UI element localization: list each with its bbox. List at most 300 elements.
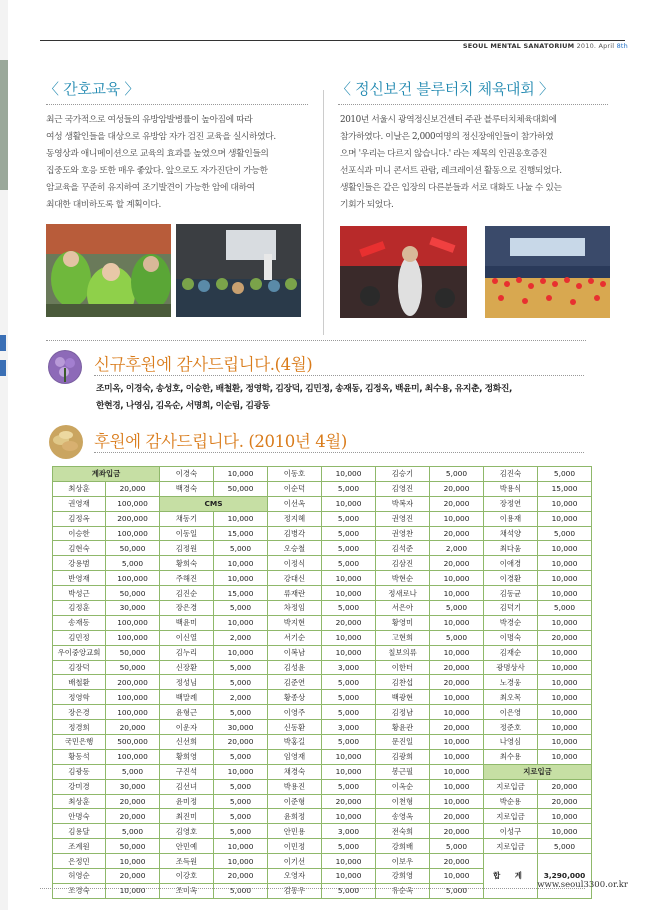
- donor-name: 이강호: [160, 869, 214, 884]
- donation-amount: 10,000: [538, 511, 592, 526]
- donation-amount: 이경숙: [160, 467, 214, 482]
- donor-name: 조미옥: [160, 883, 214, 898]
- nursing-line: 여성 생활인들을 대상으로 유방암 자가 검진 교육을 실시하였다.: [46, 132, 276, 142]
- nursing-line: 암교육을 꾸준히 유지하여 조기발견이 가능한 암에 대하여: [46, 183, 255, 193]
- donor-name: 이천형: [376, 794, 430, 809]
- donation-amount: 200,000: [106, 511, 160, 526]
- donation-amount: 5,000: [214, 794, 268, 809]
- donor-name: 박현순: [376, 571, 430, 586]
- donation-amount: 5,000: [214, 824, 268, 839]
- donor-name: 황동석: [53, 749, 106, 764]
- coins-icon: [48, 424, 84, 460]
- sports-line: 선포식과 미니 콘서트 관람, 레크레이션 활동으로 진행되었다.: [340, 166, 562, 176]
- publication-name: SEOUL MENTAL SANATORIUM: [462, 42, 575, 50]
- sports-divider: [338, 104, 608, 105]
- table-group-header: CMS: [160, 496, 268, 511]
- donation-amount: 5,000: [214, 541, 268, 556]
- donor-name: 백경숙: [160, 481, 214, 496]
- donation-amount: 10,000: [430, 779, 484, 794]
- donor-name: 김민정: [53, 630, 106, 645]
- donation-amount: 5,000: [322, 735, 376, 750]
- donation-amount: 10,000: [430, 794, 484, 809]
- donation-amount: 5,000: [214, 749, 268, 764]
- donation-amount: 100,000: [106, 496, 160, 511]
- donation-amount: 50,000: [106, 541, 160, 556]
- adjacent-page-tab: [0, 335, 6, 351]
- donation-amount: 10,000: [430, 615, 484, 630]
- donation-amount: 5,000: [538, 601, 592, 616]
- donor-name: 차정임: [268, 601, 322, 616]
- donation-amount: 10,000: [430, 571, 484, 586]
- sports-photo-1: [340, 226, 467, 318]
- donor-name: 이용재: [484, 511, 538, 526]
- nursing-section-title: 〈 간호교육 〉: [44, 80, 140, 98]
- table-row: [53, 586, 592, 601]
- donor-name: 정준호: [484, 720, 538, 735]
- donor-name: 노경웅: [484, 675, 538, 690]
- donor-name: 강희영: [376, 869, 430, 884]
- donation-amount: 5,000: [430, 839, 484, 854]
- table-row: [53, 615, 592, 630]
- sports-line: 2010년 서울시 광역정신보건센터 주관 블루터치체육대회에: [340, 115, 557, 125]
- donor-name: 이동일: [160, 526, 214, 541]
- donor-name: 백윤미: [160, 615, 214, 630]
- nursing-line: 동영상과 애니메이션으로 교육의 효과를 높였으며 생활인들의: [46, 149, 269, 159]
- left-page-edge: [0, 0, 8, 910]
- donation-amount: 10,000: [538, 705, 592, 720]
- donation-amount: 100,000: [106, 630, 160, 645]
- donor-name: 강미경: [53, 779, 106, 794]
- table-group-header: 지로입금: [484, 764, 592, 779]
- nursing-photo-2: [176, 224, 301, 317]
- donation-amount: 10,000: [214, 556, 268, 571]
- donation-amount: 100,000: [106, 705, 160, 720]
- donation-amount: 20,000: [430, 824, 484, 839]
- donation-amount: 10,000: [430, 511, 484, 526]
- donor-name: 서은아: [376, 601, 430, 616]
- donation-amount: 10,000: [214, 839, 268, 854]
- donation-table: [52, 466, 592, 899]
- donor-name: 김정남: [376, 705, 430, 720]
- donation-amount: 10,000: [538, 824, 592, 839]
- donation-amount: 10,000: [214, 615, 268, 630]
- donor-name: 이준형: [268, 794, 322, 809]
- donor-name: 송재동: [53, 615, 106, 630]
- donation-amount: 20,000: [430, 854, 484, 869]
- donation-amount: 5,000: [322, 690, 376, 705]
- table-row: [53, 809, 592, 824]
- footer-url: www.seoul3300.or.kr: [537, 880, 628, 890]
- adjacent-page-photo: [0, 60, 8, 190]
- donor-name: 김영진: [376, 481, 430, 496]
- donation-amount: 20,000: [106, 481, 160, 496]
- donor-name: 김광동: [53, 764, 106, 779]
- donation-amount: 5,000: [214, 705, 268, 720]
- table-row: [53, 541, 592, 556]
- donor-name: 류재란: [268, 586, 322, 601]
- donor-name: 강희배: [376, 839, 430, 854]
- donation-amount: 20,000: [430, 556, 484, 571]
- donor-name: 20,000: [430, 496, 484, 511]
- table-row: [53, 794, 592, 809]
- donation-amount: 10,000: [430, 764, 484, 779]
- donation-amount: 10,000: [322, 764, 376, 779]
- donation-amount: 50,000: [214, 481, 268, 496]
- donor-name: 지로입금: [484, 809, 538, 824]
- donation-amount: 10,000: [538, 660, 592, 675]
- page-number: 8th: [616, 42, 628, 50]
- donor-name: 지로입금: [484, 839, 538, 854]
- sports-line: 으며 '우리는 다르지 않습니다.' 라는 제목의 인권옹호증진: [340, 149, 548, 159]
- donation-amount: 50,000: [106, 586, 160, 601]
- donation-amount: 10,000: [538, 675, 592, 690]
- donor-name: 우이중앙교회: [53, 645, 106, 660]
- donation-amount: 100,000: [106, 526, 160, 541]
- donation-amount: 3,000: [322, 660, 376, 675]
- donation-amount: 10,000: [538, 556, 592, 571]
- donor-name: 권영진: [376, 511, 430, 526]
- table-row: [53, 854, 592, 869]
- donor-name: 정영학: [53, 690, 106, 705]
- donor-name: 김정원: [160, 541, 214, 556]
- donation-amount: 10,000: [430, 735, 484, 750]
- donation-amount: 20,000: [322, 794, 376, 809]
- donation-amount: 10,000: [214, 764, 268, 779]
- donor-name: 김석준: [376, 541, 430, 556]
- donor-name: 최진미: [160, 809, 214, 824]
- donation-amount: 10,000: [538, 541, 592, 556]
- donor-name: 이신열: [160, 630, 214, 645]
- donor-name: 10,000: [322, 496, 376, 511]
- sports-line: 참가하였다. 이날은 2,000여명의 정신장애인들이 참가하였: [340, 132, 554, 142]
- donor-name: 오영자: [268, 869, 322, 884]
- donor-name: 반영재: [53, 571, 106, 586]
- donation-amount: 5,000: [214, 675, 268, 690]
- donor-name: 신선희: [160, 735, 214, 750]
- donation-amount: 10,000: [322, 571, 376, 586]
- nursing-photo-1: [46, 224, 171, 317]
- donation-amount: 50,000: [106, 645, 160, 660]
- donor-name: 윤희정: [268, 809, 322, 824]
- donor-name: 김준연: [268, 675, 322, 690]
- donor-name: 이명숙: [484, 630, 538, 645]
- donor-name: 이기선: [268, 854, 322, 869]
- table-row: [53, 779, 592, 794]
- donation-amount: 5,000: [106, 824, 160, 839]
- donation-amount: 100,000: [106, 571, 160, 586]
- nursing-divider: [46, 104, 308, 105]
- nursing-line: 최대한 대비하도록 할 계획이다.: [46, 200, 161, 210]
- donor-name: 5,000: [430, 467, 484, 482]
- donor-name: 구진석: [160, 764, 214, 779]
- donation-amount: 10,000: [430, 749, 484, 764]
- donation-amount: 15,000: [214, 586, 268, 601]
- donation-amount: 10,000: [214, 854, 268, 869]
- donation-amount: 20,000: [106, 869, 160, 884]
- donation-amount: 3,000: [322, 824, 376, 839]
- donation-amount: 10,000: [214, 645, 268, 660]
- table-row: [53, 601, 592, 616]
- donation-amount: 2,000: [430, 541, 484, 556]
- donation-amount: 10,000: [538, 749, 592, 764]
- donor-name: 권영재: [53, 496, 106, 511]
- violet-flower-icon: [48, 350, 82, 384]
- donation-amount: 20,000: [214, 735, 268, 750]
- donation-amount: 100,000: [106, 749, 160, 764]
- donation-amount: 5,000: [538, 526, 592, 541]
- sports-body: [340, 112, 615, 214]
- donor-name: 윤형근: [160, 705, 214, 720]
- donation-amount: 3,000: [322, 720, 376, 735]
- donor-name: 채석양: [484, 526, 538, 541]
- donor-name: 안명숙: [53, 809, 106, 824]
- donation-amount: 100,000: [106, 615, 160, 630]
- table-row: [53, 705, 592, 720]
- donation-amount: 20,000: [538, 630, 592, 645]
- page-header: [463, 42, 628, 50]
- donation-amount: 20,000: [430, 660, 484, 675]
- donation-amount: 이동호: [268, 467, 322, 482]
- donation-amount: 5,000: [430, 601, 484, 616]
- sports-photo-2: [485, 226, 610, 318]
- donor-name: 권영찬: [376, 526, 430, 541]
- donation-amount: 5,000: [322, 556, 376, 571]
- donor-name: 지로입금: [484, 779, 538, 794]
- donor-name: 5,000: [538, 467, 592, 482]
- issue-date: 2010. April: [576, 42, 615, 50]
- donation-amount: 10,000: [322, 854, 376, 869]
- adjacent-page-tab: [0, 360, 6, 376]
- donor-name: 나영심: [484, 735, 538, 750]
- table-row: [53, 630, 592, 645]
- donation-amount: 10,000: [538, 690, 592, 705]
- donor-name: 박지현: [268, 615, 322, 630]
- header-rule: [40, 40, 625, 41]
- donor-name: 임영재: [268, 749, 322, 764]
- donor-name: 박경순: [484, 615, 538, 630]
- donor-name: 이순덕: [268, 481, 322, 496]
- donation-amount: 10,000: [322, 630, 376, 645]
- donation-amount: 10,000: [106, 854, 160, 869]
- donor-name: 유순옥: [376, 883, 430, 898]
- donation-amount: 20,000: [430, 675, 484, 690]
- table-row: [53, 645, 592, 660]
- donor-name: 박용진: [268, 779, 322, 794]
- donor-name: 이정식: [268, 556, 322, 571]
- table-row: [53, 496, 592, 511]
- donor-name: 서기순: [268, 630, 322, 645]
- donor-name: 정새로나: [376, 586, 430, 601]
- table-row: [53, 675, 592, 690]
- donation-amount: 20,000: [106, 794, 160, 809]
- nursing-body: [46, 112, 316, 214]
- table-row: [53, 467, 592, 482]
- table-row: [53, 556, 592, 571]
- donation-amount: 5,000: [106, 556, 160, 571]
- donation-amount: 5,000: [322, 541, 376, 556]
- donor-name: 주해진: [160, 571, 214, 586]
- donation-amount: 5,000: [322, 779, 376, 794]
- nursing-line: 집중도와 호응 또한 매우 좋았다. 앞으로도 자가진단이 가능한: [46, 166, 268, 176]
- donor-name: 박순용: [484, 794, 538, 809]
- donor-name: 문진일: [376, 735, 430, 750]
- donation-amount: 20,000: [106, 809, 160, 824]
- donor-name: 이애경: [484, 556, 538, 571]
- donation-amount: 5,000: [322, 526, 376, 541]
- donation-amount: 200,000: [106, 675, 160, 690]
- donation-amount: 5,000: [430, 883, 484, 898]
- donor-name: 김누리: [160, 645, 214, 660]
- table-row: [53, 526, 592, 541]
- donor-name: 김병각: [268, 526, 322, 541]
- donor-name: 전숙희: [376, 824, 430, 839]
- donation-amount: 10,000: [538, 571, 592, 586]
- donor-name: 이보우: [376, 854, 430, 869]
- donation-amount: 10,000: [322, 586, 376, 601]
- donor-name: 이경환: [484, 571, 538, 586]
- table-row: [53, 511, 592, 526]
- donor-name: 김덕기: [484, 601, 538, 616]
- donation-amount: 5,000: [214, 809, 268, 824]
- donor-name: 장은경: [160, 601, 214, 616]
- donation-amount: 50,000: [106, 839, 160, 854]
- donor-name: 황희영: [160, 749, 214, 764]
- donor-name: 신장환: [160, 660, 214, 675]
- donation-amount: 김승기: [376, 467, 430, 482]
- donation-amount: 30,000: [106, 601, 160, 616]
- total-value: 3,290,000: [538, 854, 592, 899]
- donation-amount: 500,000: [106, 735, 160, 750]
- donor-name: 장은경: [53, 705, 106, 720]
- donation-amount: 10,000: [538, 735, 592, 750]
- donor-name: 황종상: [268, 690, 322, 705]
- donation-amount: 20,000: [430, 481, 484, 496]
- donor-name: 박성근: [53, 586, 106, 601]
- donation-amount: 10,000: [214, 511, 268, 526]
- table-row: [53, 690, 592, 705]
- donation-amount: 5,000: [214, 779, 268, 794]
- donation-amount: 2,000: [214, 630, 268, 645]
- donor-name: 정경희: [53, 720, 106, 735]
- donor-name: 배철환: [53, 675, 106, 690]
- donor-name: 조득원: [160, 854, 214, 869]
- donation-amount: 20,000: [106, 720, 160, 735]
- donor-name: 윤미정: [160, 794, 214, 809]
- donor-name: 채경숙: [268, 764, 322, 779]
- donation-amount: 10,000: [430, 586, 484, 601]
- donor-name: 이옥순: [376, 779, 430, 794]
- donation-amount: 20,000: [322, 615, 376, 630]
- donor-name: 최오목: [484, 690, 538, 705]
- section-divider: [46, 340, 586, 341]
- donation-amount: 김진숙: [484, 467, 538, 482]
- donation-amount: 5,000: [538, 839, 592, 854]
- column-divider: [323, 90, 324, 335]
- donor-name: 송영옥: [376, 809, 430, 824]
- donor-name: 봉근필: [376, 764, 430, 779]
- donor-name: 이운자: [160, 720, 214, 735]
- donor-name: 이영주: [268, 705, 322, 720]
- donor-name: 허영순: [53, 869, 106, 884]
- donor-name: 김삼진: [376, 556, 430, 571]
- donation-amount: 20,000: [430, 526, 484, 541]
- table-group-header: 계좌입금: [53, 467, 160, 482]
- table-row: [53, 824, 592, 839]
- donor-name: 김현숙: [53, 541, 106, 556]
- donor-name: 김광희: [376, 749, 430, 764]
- donation-amount: 10,000: [430, 690, 484, 705]
- donor-name: 이승한: [53, 526, 106, 541]
- donor-name: 최상훈: [53, 794, 106, 809]
- new-donors-line: 한현경, 나영심, 김옥순, 서명희, 이순림, 김광동: [96, 401, 270, 411]
- donation-amount: 장정연: [484, 496, 538, 511]
- donation-amount: 15,000: [214, 526, 268, 541]
- donation-amount: 5,000: [322, 601, 376, 616]
- donation-amount: 20,000: [214, 869, 268, 884]
- donation-amount: 30,000: [106, 779, 160, 794]
- donor-name: 신동환: [268, 720, 322, 735]
- donor-name: 김정훈: [53, 601, 106, 616]
- donation-amount: 2,000: [214, 690, 268, 705]
- donor-name: 오승철: [268, 541, 322, 556]
- donor-name: 은정민: [53, 854, 106, 869]
- nursing-line: 최근 국가적으로 여성들의 유방암발병률이 높아짐에 따라: [46, 115, 253, 125]
- donation-amount: 5,000: [430, 630, 484, 645]
- donors-divider: [94, 452, 584, 453]
- donor-name: 김재순: [484, 645, 538, 660]
- donor-name: 국민은행: [53, 735, 106, 750]
- donor-name: 김용달: [53, 824, 106, 839]
- donation-amount: 10,000: [430, 645, 484, 660]
- donor-name: 김동우: [268, 883, 322, 898]
- donor-name: 이은영: [484, 705, 538, 720]
- donor-name: 이민정: [268, 839, 322, 854]
- donor-name: 최상훈: [53, 481, 106, 496]
- donation-amount: 5,000: [214, 660, 268, 675]
- donation-amount: 5,000: [322, 481, 376, 496]
- donor-name: 김찬섭: [376, 675, 430, 690]
- donation-amount: 10,000: [322, 809, 376, 824]
- donors-title: 후원에 감사드립니다. (2010년 4월): [94, 432, 347, 451]
- donor-name: 안민용: [268, 824, 322, 839]
- donor-name: 최수용: [484, 749, 538, 764]
- donor-name: 10,000: [214, 467, 268, 482]
- donor-name: 조계원: [53, 839, 106, 854]
- donation-amount: 5,000: [214, 601, 268, 616]
- donation-amount: 50,000: [106, 660, 160, 675]
- donor-name: 김영호: [160, 824, 214, 839]
- donor-name: 김동균: [484, 586, 538, 601]
- donor-name: 강용범: [53, 556, 106, 571]
- donation-amount: 10,000: [106, 883, 160, 898]
- donor-name: 강대신: [268, 571, 322, 586]
- donation-amount: 10,000: [538, 720, 592, 735]
- new-donors-divider: [94, 375, 584, 376]
- donation-amount: 10,000: [430, 869, 484, 884]
- donor-name: 김정옥: [53, 511, 106, 526]
- donation-amount: 30,000: [214, 720, 268, 735]
- donation-amount: 20,000: [538, 779, 592, 794]
- donor-name: 10,000: [322, 467, 376, 482]
- donation-amount: 20,000: [430, 720, 484, 735]
- donor-name: 황윤관: [376, 720, 430, 735]
- donation-amount: 20,000: [430, 809, 484, 824]
- donation-amount: 5,000: [322, 883, 376, 898]
- table-row: [53, 571, 592, 586]
- footer-rule: [40, 888, 585, 889]
- new-donors-list: [96, 381, 616, 415]
- donor-name: 고현희: [376, 630, 430, 645]
